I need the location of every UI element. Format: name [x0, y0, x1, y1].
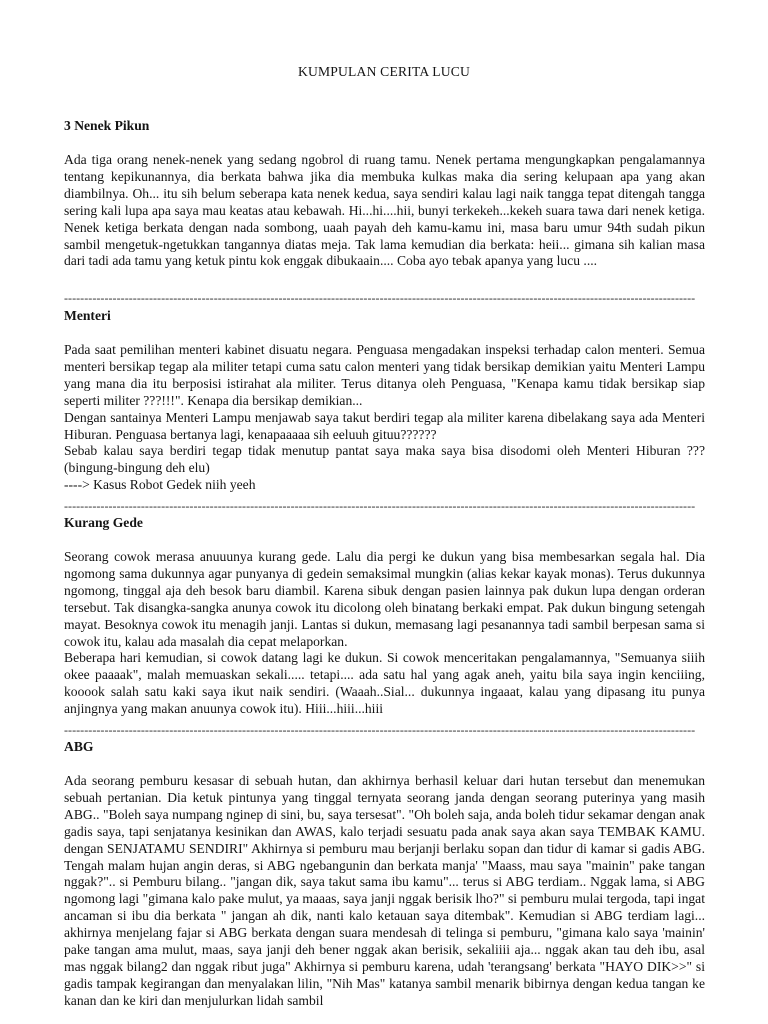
paragraph: Beberapa hari kemudian, si cowok datang lagi ke dukun. Si cowok menceritakan pengalamannya, "Semuanya siiih okee paaaak", malah memuaskan sekali..... tetapi.... ada satu hal yang agak aneh, yaitu bila saya ingin kenciiing, kooook salah satu kaki saya ikut naik sendiri. (Waaah..Sial... dukunnya ingaaat, kalau yang dipasang itu punya anjingnya yang makan anuunya cowok itu). Hiii...hiii...hiii: [64, 650, 705, 717]
paragraph: Pada saat pemilihan menteri kabinet disuatu negara. Penguasa mengadakan inspeksi terhadap calon menteri. Semua menteri bersikap tegap ala militer tetapi cuma satu calon menteri yang tidak bersikap demikian yaitu Menteri Lampu yang mana dia itu berposisi istirahat ala militer. Terus ditanya oleh Penguasa, "Kenapa kamu tidak bersikap siap seperti militer ???!!!". Kenapa dia bersikap demikian...: [64, 342, 705, 408]
section-body-nenek-pikun: [64, 152, 705, 270]
section-heading-kurang-gede: Kurang Gede: [64, 515, 143, 530]
section-body-menteri: [64, 342, 705, 494]
section-divider: ------------------------------------------------------------------------------------------------------------------------------------------------------------: [64, 291, 696, 305]
paragraph: Dengan santainya Menteri Lampu menjawab saya takut berdiri tegap ala militer karena dibelakang saya ada Menteri Hiburan. Penguasa bertanya lagi, kenapaaaaa sih eeluuh gituu??????: [64, 409, 705, 442]
paragraph: Seorang cowok merasa anuuunya kurang gede. Lalu dia pergi ke dukun yang bisa membesarkan segala hal. Dia ngomong sama dukunnya agar punyanya di gedein semaksimal mungkin (alias kekar kayak monas). Terus dukunnya ngomong, tinggal aja deh besok baru diambil. Karena sibuk dengan pasien lainnya pak dukun lupa dengan orderan tersebut. Tak disangka-sangka anunya cowok itu dicolong oleh binatang berkaki empat. Pak dukun bingung setengah mayat. Besoknya cowok itu menagih janji. Lantas si dukun, memasang lagi pesanannya tadi sambil berpesan sama si cowok itu, kalau ada masalah dia cepat melaporkan.: [64, 549, 705, 649]
section-heading-menteri: Menteri: [64, 308, 111, 323]
paragraph: ----> Kasus Robot Gedek niih yeeh: [64, 477, 256, 493]
document-title: KUMPULAN CERITA LUCU: [297, 64, 471, 79]
paragraph: Ada tiga orang nenek-nenek yang sedang ngobrol di ruang tamu. Nenek pertama mengungkapkan pengalamannya tentang kepikunannya, dia berkata bahwa jika dia membuka kulkas maka dia sering kelupaan apa yang akan diambilnya. Oh... itu sih belum seberapa kata nenek kedua, saya sendiri kalau lagi naik tangga tepat ditengah tangga sering kali lupa apa saya mau keatas atau kebawah. Hi...hi....hii, bunyi terkekeh...kekeh suara tawa dari nenek ketiga. Nenek ketiga berkata dengan nada sombong, uaah payah deh kamu-kamu ini, masa baru umur 94th sudah pikun sambil mengetuk-ngetukkan tangannya diatas meja. Tak lama kemudian dia berkata: heii... gimana sih kalian masa dari tadi ada tamu yang ketuk pintu kok enggak dibukaain.... Coba ayo tebak apanya yang lucu ....: [64, 152, 705, 269]
section-body-abg: [64, 773, 705, 1010]
paragraph: Sebab kalau saya berdiri tegap tidak menutup pantat saya maka saya bisa disodomi oleh Menteri Hiburan ??? (bingung-bingung deh elu): [64, 443, 705, 476]
section-heading-abg: ABG: [64, 739, 94, 754]
section-divider: ------------------------------------------------------------------------------------------------------------------------------------------------------------: [64, 499, 696, 513]
section-divider: ------------------------------------------------------------------------------------------------------------------------------------------------------------: [64, 723, 696, 737]
paragraph: Ada seorang pemburu kesasar di sebuah hutan, dan akhirnya berhasil keluar dari hutan tersebut dan menemukan sebuah pertanian. Dia ketuk pintunya yang tinggal ternyata seorang janda dengan seorang puterinya yang masih ABG.. "Boleh saya numpang nginep di sini, bu, saya tersesat". "Oh boleh saja, anda boleh tidur sekamar dengan anak gadis saya, tapi senjatanya kesinikan dan AWAS, kalo terjadi sesuatu pada anak saya akan saya TEMBAK KAMU. dengan SENJATAMU SENDIRI" Akhirnya si pemburu mau berjanji berlaku sopan dan tidur di kamar si gadis ABG. Tengah malam hujan angin deras, si ABG ngebangunin dan berkata manja' "Maass, mau saya "mainin" pake tangan nggak?".. si Pemburu bilang.. "jangan dik, saya takut sama ibu kamu"... terus si ABG terdiam.. Nggak lama, si ABG ngomong lagi "gimana kalo pake mulut, ya maaas, saya janji nggak berisik lho?" si pemburu mulai tergoda, tapi ingat ancaman si ibu dia berkata " jangan ah dik, nanti kalo ketauan saya ditembak". Kemudian si ABG terdiam lagi... akhirnya menjelang fajar si ABG berkata dengan suara mendesah di telinga si pemburu, "gimana kalo saya 'mainin' pake tangan ama mulut, maas, saya janji deh bener nggak akan berisik, sekaliiii aja... nggak akan tau deh ibu, asal mas nggak bilang2 dan nggak ribut juga" Akhirnya si pemburu karena, udah 'terangsang' berkata "HAYO DIK>>" si gadis tampak kegirangan dan menyalakan lilin, "Nih Mas" katanya sambil menarik bibirnya dengan kedua tangan ke kanan dan ke kiri dan menjulurkan lidah sambil: [64, 773, 705, 1008]
section-heading-nenek-pikun: 3 Nenek Pikun: [64, 118, 150, 133]
section-body-kurang-gede: [64, 549, 705, 718]
